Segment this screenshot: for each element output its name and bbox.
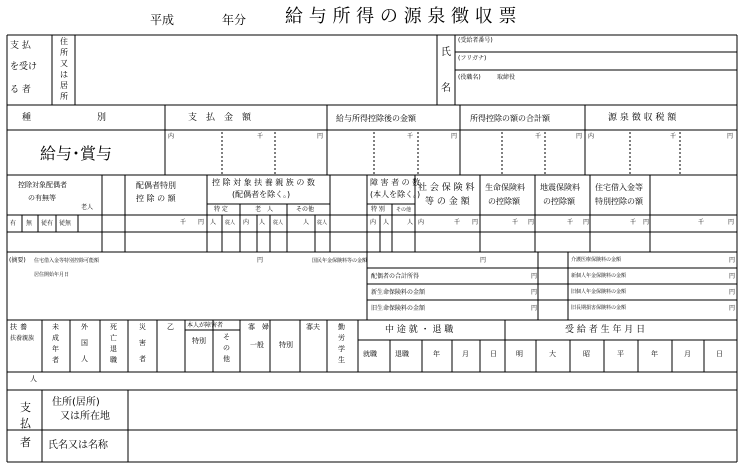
era-label: 平成 [150, 13, 175, 27]
payee-side-3: る 者 [10, 85, 31, 95]
kou-label: 乙 [167, 323, 174, 331]
remarks-label: (摘要) [9, 257, 26, 264]
dep-elderly: 老 人 [255, 206, 274, 213]
mid-year-header: 中 途 就 ・ 退 職 [385, 325, 454, 335]
spouse-check-1: 控除対象配偶者 [18, 181, 67, 189]
remarks-right-3-unit: 円 [729, 289, 736, 296]
spec-juunin: 従人 [225, 220, 236, 226]
foreign-2: 国 [81, 339, 88, 347]
name-label-2: 名 [441, 83, 451, 94]
death-2: 亡 [110, 334, 117, 342]
student-3: 学 [338, 345, 345, 353]
sub-dep-yes: 従有 [41, 220, 54, 227]
housing-en: 円 [643, 219, 650, 226]
eld-uchi: 内 [243, 219, 250, 226]
dis-special: 特 別 [371, 206, 385, 213]
payment-uchi: 内 [168, 133, 175, 140]
address-label-5: 居 [60, 81, 68, 90]
self-other-1: そ [223, 333, 230, 341]
birth-col-7: 日 [716, 350, 723, 358]
disaster-2: 害 [139, 339, 146, 347]
payer-side-3: 者 [20, 436, 31, 449]
address-label-4: は [60, 70, 68, 79]
disabled-1: 障 害 者 の 数 [370, 178, 421, 187]
social-ins-1: 社 会 保 険 料 [418, 183, 475, 193]
death-3: 退 [110, 345, 117, 353]
minor-4: 者 [52, 356, 59, 364]
type-header: 種 別 [22, 113, 113, 123]
payment-header: 支 払 金 額 [188, 113, 252, 123]
remarks-row-3-unit: 円 [531, 305, 538, 312]
tax-en: 円 [727, 133, 734, 140]
mid-col-3: 年 [433, 350, 440, 358]
mid-col-5: 日 [490, 350, 497, 358]
payee-side-2: を受け [10, 62, 38, 72]
remarks-row-2: 新生命保険料の金額 [371, 289, 426, 296]
birth-col-1: 明 [516, 350, 523, 358]
sub-dep-no: 従無 [59, 220, 72, 227]
form-title: 給 与 所 得 の 源 泉 徴 収 票 [285, 6, 517, 27]
dependents-2: (配偶者を除く。) [232, 190, 291, 199]
birth-col-6: 月 [684, 350, 691, 358]
birth-header: 受 給 者 生 年 月 日 [565, 325, 646, 335]
dep-other: その他 [296, 206, 315, 213]
position-label: (役職名) [458, 74, 481, 81]
eld-hito: 人 [259, 219, 266, 226]
remarks-right-4: 旧長期損害保険料の金額 [571, 305, 627, 311]
total-sen: 千 [535, 133, 542, 140]
left-top-1: 扶 [10, 323, 17, 331]
oth-hito: 人 [303, 219, 310, 226]
dependents-1: 控 除 対 象 扶 養 親 族 の 数 [212, 178, 315, 187]
dis-hito-2: 人 [407, 219, 414, 226]
life-ins-2: の控除額 [488, 197, 520, 206]
remarks-line1-unit: 円 [257, 257, 264, 264]
old-label: 老人 [81, 204, 94, 211]
widow-special: 特別 [279, 341, 293, 349]
position-value: 取締役 [497, 74, 516, 81]
payee-side-1: 支 払 [10, 41, 31, 51]
social-sen: 千 [454, 219, 461, 226]
address-label-1: 住 [60, 37, 68, 46]
social-uchi: 内 [418, 219, 425, 226]
birth-col-3: 昭 [583, 350, 590, 358]
widow-label: 寡 婦 [248, 323, 269, 331]
self-other-3: 他 [223, 355, 230, 363]
remarks-line2: 居住開始年月日 [34, 272, 70, 278]
widower-label: 寡夫 [306, 323, 320, 331]
remarks-right-2-unit: 円 [729, 273, 736, 280]
remarks-right-2: 新個人年金保険料の金額 [571, 273, 627, 279]
after-sen: 千 [407, 133, 414, 140]
student-4: 生 [338, 356, 345, 364]
dis-hito: 人 [383, 219, 390, 226]
address-label-6: 所 [60, 92, 68, 101]
type-value: 給与･賞与 [40, 144, 113, 163]
quake-en: 円 [583, 219, 590, 226]
social-ins-2: 等 の 金 額 [425, 197, 470, 207]
dep-side-label: 扶養親族 [10, 335, 35, 342]
birth-col-2: 大 [549, 350, 556, 358]
quake-sen: 千 [567, 219, 574, 226]
payer-address-1: 住所(居所) [52, 397, 100, 408]
housing-sen: 千 [630, 219, 637, 226]
quake-ins-1: 地震保険料 [540, 183, 580, 192]
remarks-line1: 住宅借入金等特別控除可能額 [34, 258, 100, 264]
payment-en: 円 [317, 133, 324, 140]
tax-sen: 千 [670, 133, 677, 140]
sub-no: 無 [26, 220, 33, 227]
social-en: 円 [472, 219, 479, 226]
self-other-2: の [223, 344, 230, 352]
mid-col-4: 月 [462, 350, 469, 358]
dis-other: その他 [396, 207, 412, 213]
left-top-2: 養 [20, 323, 27, 331]
address-label-2: 所 [60, 48, 68, 57]
remarks-right-3: 旧個人年金保険料の金額 [571, 289, 627, 295]
remarks-row-3: 旧生命保険料の金額 [371, 305, 426, 312]
death-4: 職 [110, 356, 117, 364]
spec-hito: 人 [210, 219, 217, 226]
name-label-1: 氏 [441, 47, 451, 58]
remarks-right-4-unit: 円 [729, 305, 736, 312]
disaster-1: 災 [139, 323, 146, 331]
self-disabled: 本人が障害者 [187, 322, 224, 329]
student-1: 勤 [338, 323, 345, 331]
minor-3: 年 [52, 345, 59, 353]
sub-yes: 有 [10, 220, 17, 227]
remarks-row-1-unit: 円 [531, 273, 538, 280]
minor-2: 成 [52, 334, 59, 342]
payer-name-label: 氏名又は名称 [48, 440, 108, 451]
remarks-row-2-unit: 円 [531, 289, 538, 296]
payer-side-1: 支 [20, 401, 31, 414]
recipient-no-label: (受給者番号) [458, 37, 493, 44]
ss-sen: 千 [180, 219, 187, 226]
oth-juunin: 従人 [317, 220, 328, 226]
remarks-line1b-unit: 円 [480, 257, 487, 264]
widow-general: 一般 [250, 341, 264, 349]
disaster-3: 者 [139, 355, 146, 363]
deduction-total-header: 所得控除の額の合計額 [470, 114, 550, 123]
student-2: 労 [338, 334, 345, 342]
after-deduction-header: 給与所得控除後の金額 [336, 114, 416, 123]
year-label: 年分 [222, 13, 247, 27]
withholding-header: 源 泉 徴 収 税 額 [608, 113, 677, 123]
eld-juunin: 従人 [273, 220, 284, 226]
birth-col-4: 平 [617, 350, 624, 358]
dep-specific: 特 定 [214, 206, 228, 213]
address-label-3: 又 [60, 59, 68, 68]
furigana-label: (フリガナ) [458, 55, 487, 62]
self-special: 特別 [192, 337, 206, 345]
spouse-special-1: 配偶者特別 [136, 181, 176, 190]
disabled-2: (本人を除く。) [370, 190, 421, 199]
spouse-special-2: 控 除 の 額 [136, 194, 176, 203]
dis-uchi: 内 [370, 219, 377, 226]
spouse-check-2: の有無等 [28, 194, 56, 202]
death-1: 死 [110, 323, 117, 331]
ss-en: 円 [198, 219, 205, 226]
life-ins-1: 生命保険料 [485, 183, 525, 192]
payer-address-2: 又は所在地 [60, 411, 110, 422]
foreign-1: 外 [81, 323, 88, 331]
minor-1: 未 [52, 323, 59, 331]
remarks-line1b: 国民年金保険料等の金額 [312, 258, 368, 264]
total-en: 円 [576, 133, 583, 140]
housing-1: 住宅借入金等 [595, 183, 643, 192]
payer-side-2: 払 [20, 417, 31, 430]
mid-col-2: 退職 [395, 350, 409, 358]
housing2-sen: 千 [698, 219, 705, 226]
remarks-right-1: 介護医療保険料の金額 [571, 257, 622, 263]
remarks-right-1-unit: 円 [729, 257, 736, 264]
housing2-en: 円 [728, 219, 735, 226]
quake-ins-2: の控除額 [543, 197, 575, 206]
life-en: 円 [528, 219, 535, 226]
payment-sen: 千 [257, 133, 264, 140]
tax-uchi: 内 [588, 133, 595, 140]
life-sen: 千 [512, 219, 519, 226]
remarks-row-1: 配偶者の合計所得 [371, 273, 420, 280]
foreign-3: 人 [81, 355, 88, 363]
mid-col-1: 就職 [363, 350, 377, 358]
housing-2: 特別控除の額 [595, 197, 643, 206]
after-en: 円 [451, 133, 458, 140]
left-unit: 人 [30, 375, 37, 383]
birth-col-5: 年 [651, 350, 658, 358]
